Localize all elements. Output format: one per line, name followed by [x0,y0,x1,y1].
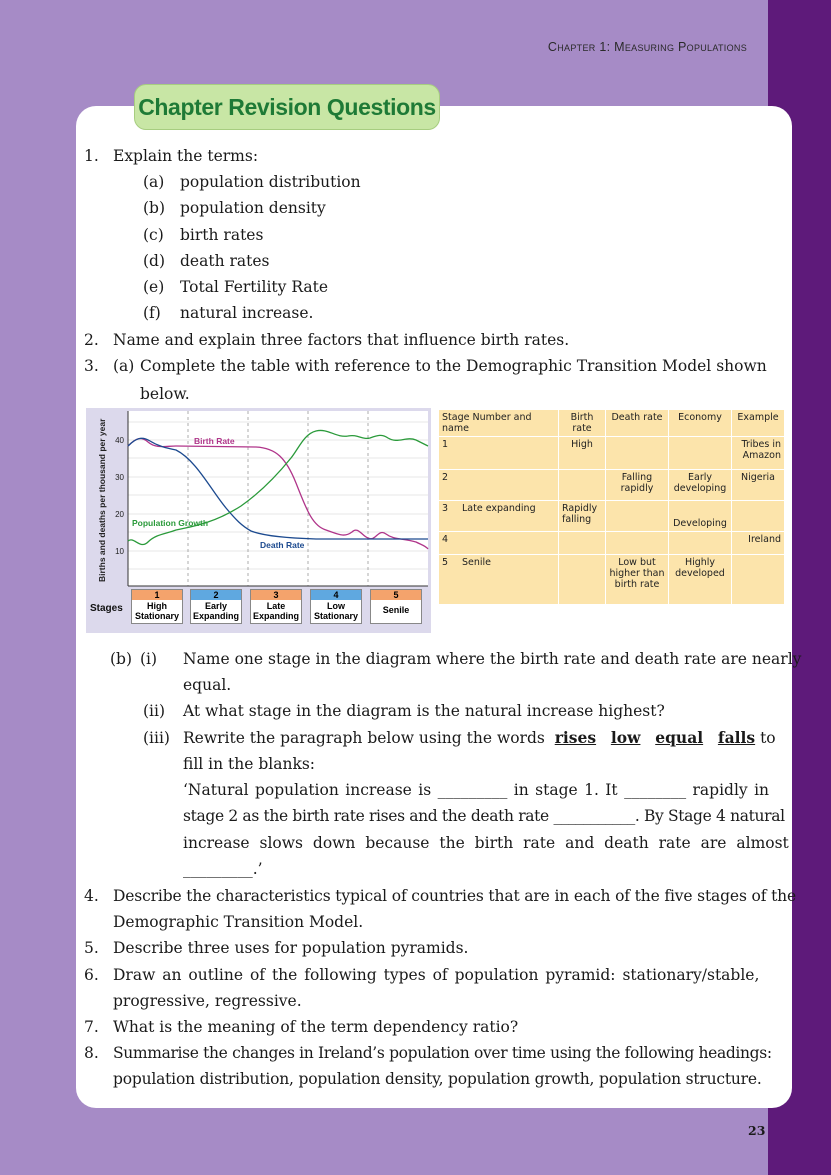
q1-item-text: death rates [180,252,270,270]
table-cell: Tribes in Amazon [732,437,785,470]
table-cell: 1 [439,437,460,470]
q3b-iii-line1 [183,726,776,750]
q6-line1: Draw an outline of the following types of population pyramid: stationary/stable, [113,966,760,984]
stage-box-3 [250,589,302,624]
population-growth-label: Population Growth [132,518,209,528]
stage-number: 1 [132,590,182,600]
table-cell: Ireland [732,532,785,555]
table-header-cell: Example [732,410,785,437]
stage-name-line2: Stationary [313,611,358,621]
q3b-iii-post: to [760,729,776,747]
paragraph-line4: _________.’ [183,860,263,878]
stage-number: 3 [251,590,301,600]
q1-item-text: population distribution [180,173,361,191]
q1-text: Explain the terms: [113,147,259,165]
stage-box-4 [310,589,362,624]
y-tick-label: 30 [115,473,124,482]
q3b-iii-pre: Rewrite the paragraph below using the words [183,729,545,747]
q4-line2: Demographic Transition Model. [113,913,364,931]
q1-item-label: (c) [143,226,164,244]
table-cell [459,532,559,555]
table-cell: Low but higher than birth rate [606,555,669,605]
q1-item-text: natural increase. [180,304,314,322]
table-cell: 2 [439,470,460,501]
y-tick-label: 10 [115,547,124,556]
table-cell: Developing [669,501,732,532]
q3b-i-line1: Name one stage in the diagram where the birth rate and death rate are nearly [183,650,802,668]
table-header-cell: Birth rate [559,410,606,437]
q3a-text-line1: Complete the table with reference to the Demographic Transition Model shown [140,357,767,375]
table-cell: Rapidly falling [559,501,606,532]
page-title: Chapter Revision Questions [134,84,440,130]
word-equal: equal [655,728,704,747]
q3b-label: (b) [110,650,133,668]
table-cell [669,532,732,555]
q6-number: 6. [84,966,99,984]
q8-line1: Summarise the changes in Ireland’s population over time using the following headings: [113,1044,772,1062]
stage-name-line1: High [147,601,167,611]
table-row [439,532,785,555]
q3a-label: (a) [113,357,135,375]
table-cell: 4 [439,532,460,555]
q5-text: Describe three uses for population pyramids. [113,939,469,957]
q1-number: 1. [84,147,99,165]
q1-item-label: (b) [143,199,166,217]
q8-line2: population distribution, population density, population growth, population structure. [113,1070,762,1088]
q1-item-text: birth rates [180,226,264,244]
table-cell [559,470,606,501]
q1-item-text: population density [180,199,326,217]
table-cell: Nigeria [732,470,785,501]
q4-line1: Describe the characteristics typical of countries that are in each of the five stages of the [113,887,797,905]
demographic-transition-diagram [86,408,431,633]
table-header-cell: Death rate [606,410,669,437]
table-row [439,470,785,501]
q1-item-label: (e) [143,278,165,296]
stage-number: 5 [371,590,421,600]
table-cell: High [559,437,606,470]
table-cell: Late expanding [459,501,559,532]
table-cell: Highly developed [669,555,732,605]
q3a-text-line2: below. [140,385,190,403]
table-cell [669,437,732,470]
stages-label: Stages [90,603,123,614]
stage-number: 2 [191,590,241,600]
paragraph-line2: stage 2 as the birth rate rises and the death rate ___________. By Stage 4 natural [183,807,785,825]
paragraph-line1: ‘Natural population increase is _________ in stage 1. It ________ rapidly in [183,781,770,799]
q3b-ii-text: At what stage in the diagram is the natural increase highest? [183,702,665,720]
stage-box-5 [370,589,422,624]
table-cell [732,501,785,532]
table-cell [459,470,559,501]
table-cell [606,501,669,532]
q3b-iii-label: (iii) [143,729,170,747]
y-tick-label: 40 [115,436,124,445]
stage-name-line1: Early [204,601,228,611]
q3b-ii-label: (ii) [143,702,166,720]
q1-item-label: (f) [143,304,161,322]
word-falls: falls [717,728,756,747]
q3-number: 3. [84,357,99,375]
table-cell [559,532,606,555]
q1-item-text: Total Fertility Rate [180,278,328,296]
table-row [439,437,785,470]
q3b-iii-line2: fill in the blanks: [183,755,316,773]
q7-number: 7. [84,1018,99,1036]
table-cell: Falling rapidly [606,470,669,501]
stage-name-line1: Low [327,601,345,611]
table-cell: Senile [459,555,559,605]
stage-name-line2: Expanding [192,611,239,621]
table-cell: 3 [439,501,460,532]
table-header-row [439,410,785,437]
q7-text: What is the meaning of the term dependency ratio? [113,1018,519,1036]
plot-area [128,411,428,586]
table-row [439,501,785,532]
q4-number: 4. [84,887,99,905]
stage-box-1 [131,589,183,624]
table-cell [606,532,669,555]
q5-number: 5. [84,939,99,957]
dtm-table [438,409,785,605]
table-cell [606,437,669,470]
stage-name-line1: Late [266,601,286,611]
q1-item-label: (d) [143,252,166,270]
table-cell [732,555,785,605]
q3b-i-line2: equal. [183,676,232,694]
q8-number: 8. [84,1044,99,1062]
stage-name-line1: Senile [382,605,410,615]
word-rises: rises [554,728,597,747]
q2-number: 2. [84,331,99,349]
table-header-cell: Economy [669,410,732,437]
y-tick-label: 20 [115,510,124,519]
q1-item-label: (a) [143,173,165,191]
stage-name-line2: Expanding [252,611,299,621]
stage-number: 4 [311,590,361,600]
q6-line2: progressive, regressive. [113,992,302,1010]
table-cell: 5 [439,555,460,605]
q2-text: Name and explain three factors that influence birth rates. [113,331,570,349]
stage-box-2 [190,589,242,624]
death-rate-label: Death Rate [260,540,305,550]
table-cell [459,437,559,470]
page-number: 23 [748,1123,766,1138]
paragraph-line3: increase slows down because the birth rate and death rate are almost [183,834,789,852]
y-axis-label: Births and deaths per thousand per year [97,418,107,582]
chapter-header: Chapter 1: Measuring Populations [547,40,747,54]
birth-rate-label: Birth Rate [194,436,235,446]
stage-name-line2: Stationary [134,611,179,621]
table-row [439,555,785,605]
q3b-i-label: (i) [140,650,158,668]
table-cell [559,555,606,605]
word-low: low [610,728,641,747]
table-header-cell: Stage Number and name [439,410,559,437]
table-cell: Early developing [669,470,732,501]
